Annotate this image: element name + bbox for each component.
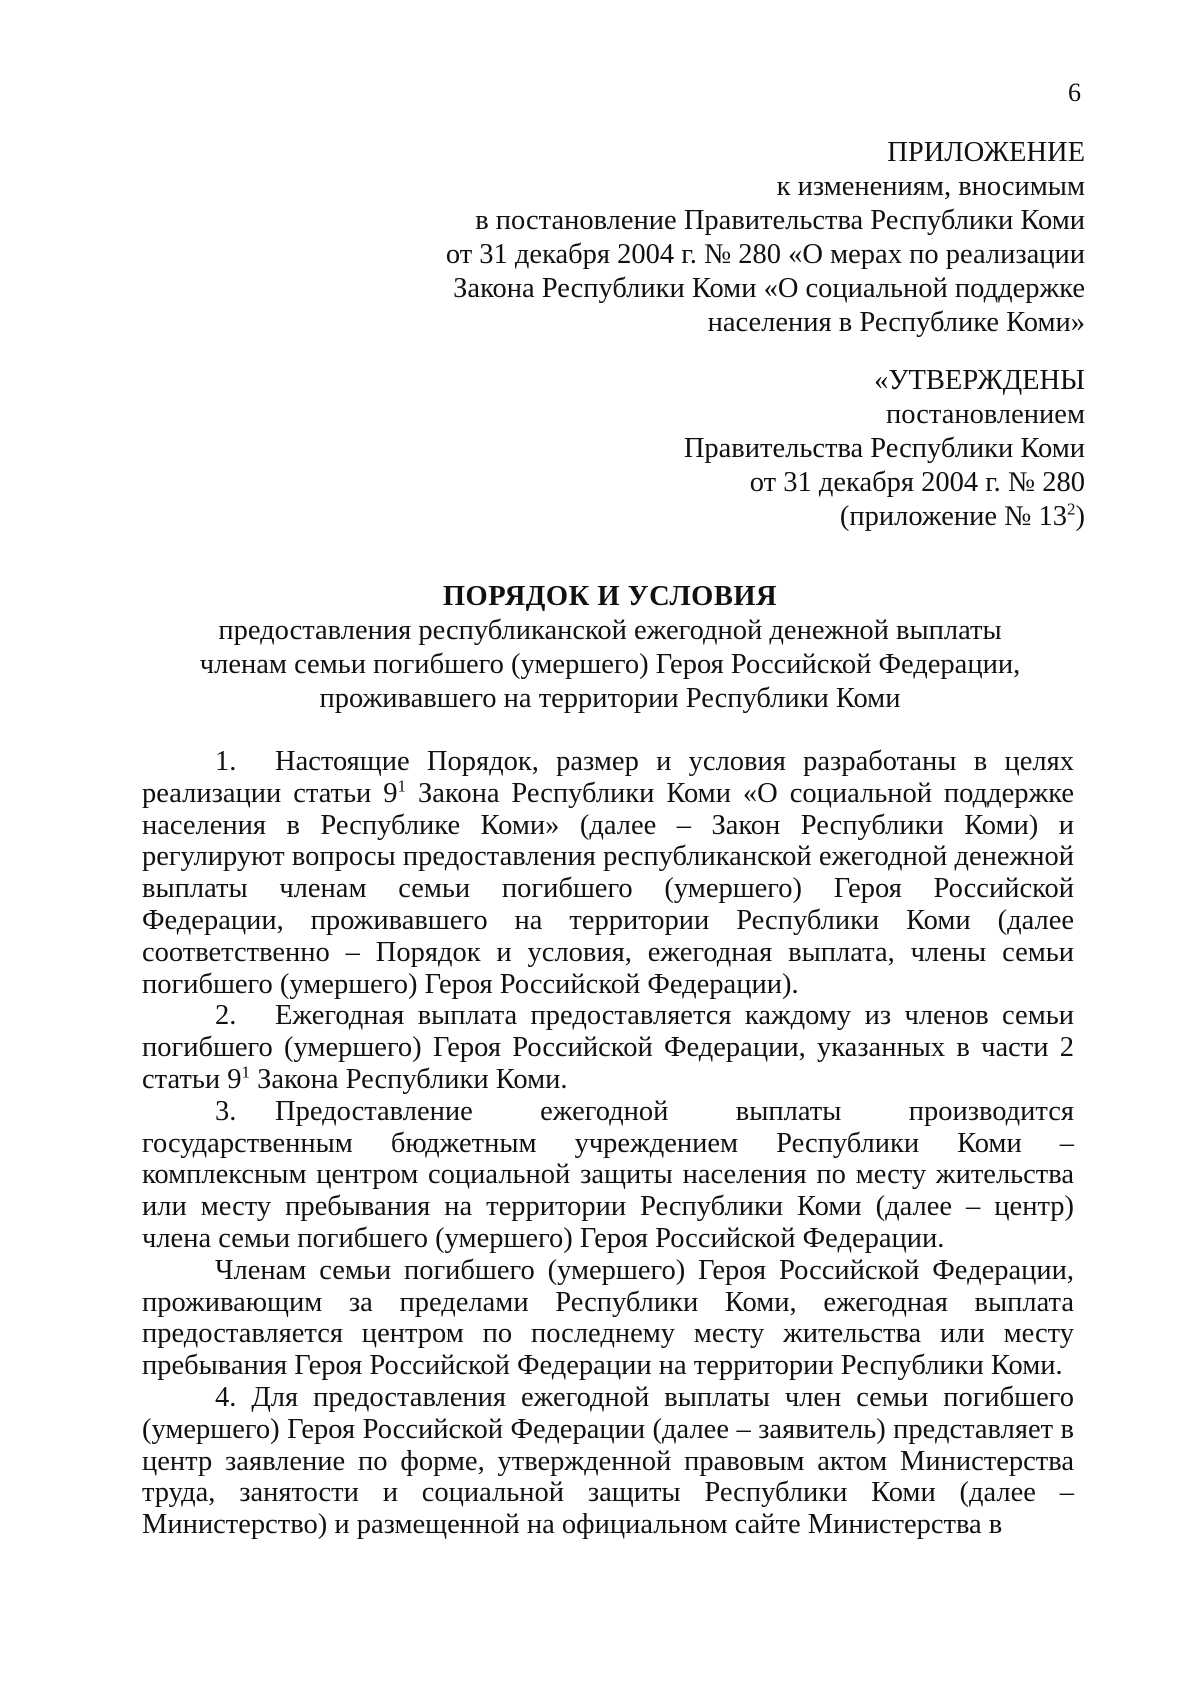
- appendix-ref-superscript: 2: [1067, 499, 1076, 519]
- paragraph-text: Настоящие Порядок, размер и условия разработаны в целях реализации статьи 9: [142, 746, 1074, 809]
- appendix-block: [446, 136, 1085, 340]
- article-superscript: 1: [241, 1062, 250, 1082]
- appendix-line: в постановление Правительства Республики Коми: [475, 205, 1085, 236]
- heading-line: членам семьи погибшего (умершего) Героя Российской Федерации,: [199, 649, 1021, 680]
- heading-title: ПОРЯДОК И УСЛОВИЯ: [442, 581, 778, 612]
- paragraph-3: [142, 1096, 1074, 1255]
- appendix-title: ПРИЛОЖЕНИЕ: [887, 137, 1085, 168]
- document-body: [142, 746, 1074, 1541]
- appendix-line: населения в Республике Коми»: [707, 307, 1085, 338]
- approved-line: постановлением: [886, 399, 1085, 430]
- document-heading: [140, 580, 1080, 716]
- paragraph-2: [142, 1000, 1074, 1095]
- approved-line: Правительства Республики Коми: [683, 433, 1085, 464]
- paragraph-text: Предоставление ежегодной выплаты производится государственным бюджетным учреждением Республики Коми – комплексным центром социальной защиты населения по месту жительства или месту пребывания на территории Республики Коми (далее – центр) члена семьи погибшего (умершего) Героя Российской Федерации.: [142, 1095, 1074, 1254]
- paragraph-number: 2.: [215, 1000, 237, 1032]
- paragraph-3-continued: Членам семьи погибшего (умершего) Героя Российской Федерации, проживающим за пределами Республики Коми, ежегодная выплата предоставляется центром по последнему месту жительства или месту пребывания Героя Российской Федерации на территории Республики Коми.: [142, 1254, 1074, 1382]
- appendix-line: Закона Республики Коми «О социальной поддержке: [453, 273, 1085, 304]
- paragraph-text: Закона Республики Коми «О социальной поддержке населения в Республике Коми» (далее – Закон Республики Коми) и регулируют вопросы предоставления республиканской ежегодной денежной выплаты членам семьи погибшего (умершего) Героя Российской Федерации, проживавшего на территории Республики Коми (далее соответственно – Порядок и условия, ежегодная выплата, члены семьи погибшего (умершего) Героя Российской Федерации).: [142, 777, 1074, 1000]
- appendix-line: от 31 декабря 2004 г. № 280 «О мерах по реализации: [445, 239, 1085, 270]
- heading-line: проживавшего на территории Республики Коми: [319, 683, 901, 714]
- approved-line: от 31 декабря 2004 г. № 280: [749, 467, 1085, 498]
- heading-line: предоставления республиканской ежегодной денежной выплаты: [218, 615, 1002, 646]
- paragraph-text: Ежегодная выплата предоставляется каждому из членов семьи погибшего (умершего) Героя Российской Федерации, указанных в части 2 статьи 9: [142, 1000, 1074, 1095]
- paragraph-text: Закона Республики Коми.: [249, 1063, 568, 1095]
- page-number: 6: [1068, 78, 1081, 107]
- approved-title: «УТВЕРЖДЕНЫ: [874, 365, 1085, 396]
- appendix-ref-close: ): [1075, 501, 1085, 532]
- appendix-line: к изменениям, вносимым: [776, 171, 1085, 202]
- appendix-ref-text: (приложение № 13: [839, 501, 1067, 532]
- approved-appendix-ref: [684, 500, 1085, 534]
- paragraph-number: 1.: [215, 746, 237, 777]
- paragraph-4: 4. Для предоставления ежегодной выплаты член семьи погибшего (умершего) Героя Российской Федерации (далее – заявитель) представляет в центр заявление по форме, утвержденной правовым актом Министерства труда, занятости и социальной защиты Республики Коми (далее – Министерство) и размещенной на официальном сайте Министерства в: [142, 1381, 1074, 1541]
- paragraph-number: 3.: [215, 1095, 237, 1127]
- article-superscript: 1: [397, 776, 407, 796]
- approved-block: [684, 364, 1085, 534]
- paragraph-1: [142, 746, 1074, 1000]
